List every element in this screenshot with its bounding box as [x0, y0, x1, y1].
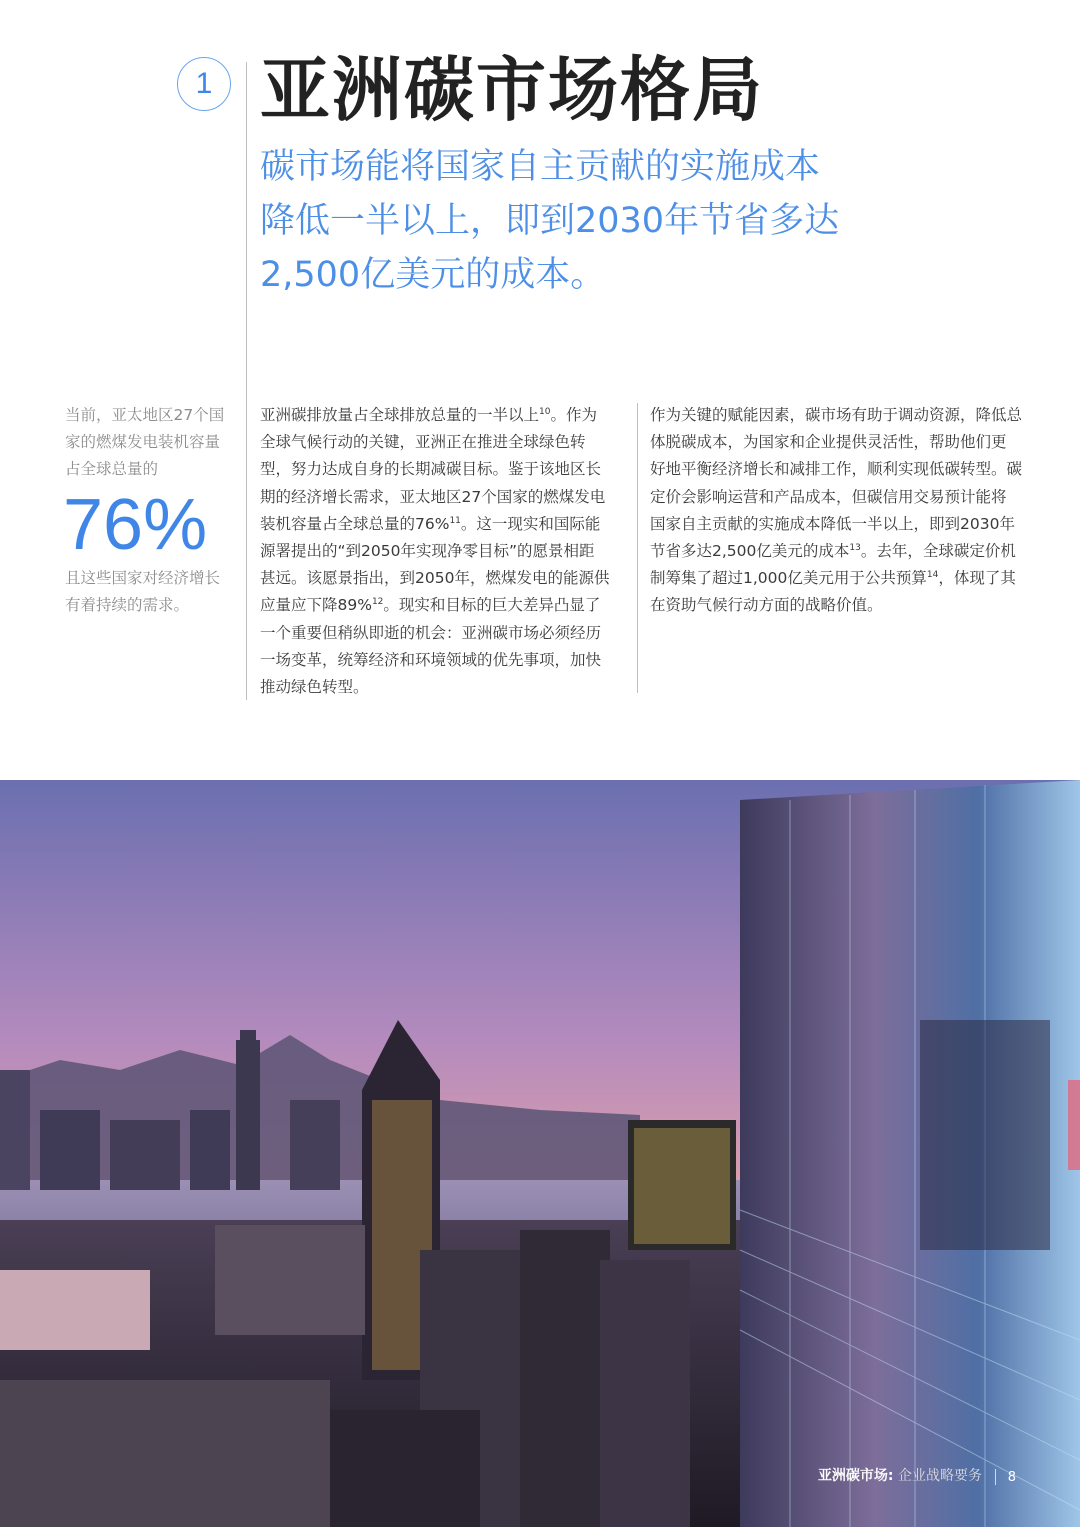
body-line: 作为关键的赋能因素，碳市场有助于调动资源，降低总 — [650, 406, 1023, 424]
body-line: 一场变革，统筹经济和环境领域的优先事项，加快 — [260, 650, 602, 669]
subtitle-line: 碳市场能将国家自主贡献的实施成本 — [260, 147, 821, 187]
section-number-badge — [177, 57, 231, 111]
skyline-illustration — [0, 780, 1080, 1527]
footnote-ref[interactable]: 10 — [539, 406, 551, 417]
body-line: 好地平衡经济增长和减排工作，顺利实现低碳转型。碳 — [650, 460, 1023, 479]
section-number: 1 — [195, 67, 213, 100]
footer-title-light: 企业战略要务 — [893, 1468, 982, 1484]
callout-text: 有着持续的需求。 — [65, 596, 190, 614]
body-line: 甚远。该愿景指出，到2050年，燃煤发电的能源供 — [260, 569, 610, 588]
callout-text: 且这些国家对经济增长 — [65, 569, 221, 587]
subtitle — [260, 140, 839, 302]
callout-text: 家的燃煤发电装机容量 — [65, 433, 221, 451]
sidebar-callout — [65, 402, 240, 619]
page-number: 8 — [1007, 1470, 1016, 1485]
body-line: 制筹集了超过1,000亿美元用于公共预算$^{14}$，体现了其 — [650, 569, 1016, 588]
callout-stat: 76% — [63, 485, 208, 565]
body-line: 源署提出的“到2050年实现净零目标”的愿景相距 — [260, 542, 595, 561]
footnote-ref[interactable]: 13 — [849, 542, 861, 553]
body-line: 应量应下降89%$^{12}$。现实和目标的巨大差异凸显了 — [260, 596, 601, 615]
footnote-ref[interactable]: 11 — [449, 515, 461, 526]
body-line: 国家自主贡献的实施成本降低一半以上，即到2030年 — [650, 514, 1015, 533]
body-line: 在资助气候行动方面的战略价值。 — [650, 596, 883, 615]
body-line: 推动绿色转型。 — [260, 678, 369, 697]
footnote-ref[interactable]: 12 — [371, 597, 384, 608]
body-line: 全球气候行动的关键，亚洲正在推进全球绿色转 — [260, 433, 586, 452]
subtitle-line: 降低一半以上，即到2030年节省多达 — [260, 201, 840, 241]
body-line: 期的经济增长需求，亚太地区27个国家的燃煤发电 — [260, 487, 606, 506]
footer-divider — [995, 1469, 996, 1485]
callout-text: 当前，亚太地区27个国 — [65, 406, 225, 424]
body-line: 装机容量占全球总量的76%$^{11}$。这一现实和国际能 — [260, 514, 601, 533]
subtitle-line: 2,500亿美元的成本。 — [260, 255, 606, 295]
page-title: 亚洲碳市场格局 — [260, 49, 764, 131]
body-line: 亚洲碳排放量占全球排放总量的一半以上$^{10}$。作为 — [260, 406, 597, 424]
body-line: 定价会影响运营和产品成本，但碳信用交易预计能将 — [650, 487, 1007, 506]
callout-text: 占全球总量的 — [65, 460, 159, 478]
body-column-1 — [260, 402, 628, 701]
body-column-2 — [650, 402, 1023, 620]
running-footer — [818, 1465, 982, 1485]
vertical-rule-main — [246, 62, 247, 700]
footnote-ref[interactable]: 14 — [926, 570, 939, 581]
body-line: 一个重要但稍纵即逝的机会：亚洲碳市场必须经历 — [260, 623, 602, 642]
vertical-rule-columns — [637, 403, 638, 693]
footer-title-bold: 亚洲碳市场: — [817, 1468, 894, 1484]
body-line: 型，努力达成自身的长期减碳目标。鉴于该地区长 — [260, 460, 602, 479]
city-skyline-photo — [0, 780, 1080, 1527]
body-line: 节省多达2,500亿美元的成本$^{13}$。去年，全球碳定价机 — [650, 542, 1016, 561]
body-line: 体脱碳成本，为国家和企业提供灵活性，帮助他们更 — [650, 433, 1007, 452]
